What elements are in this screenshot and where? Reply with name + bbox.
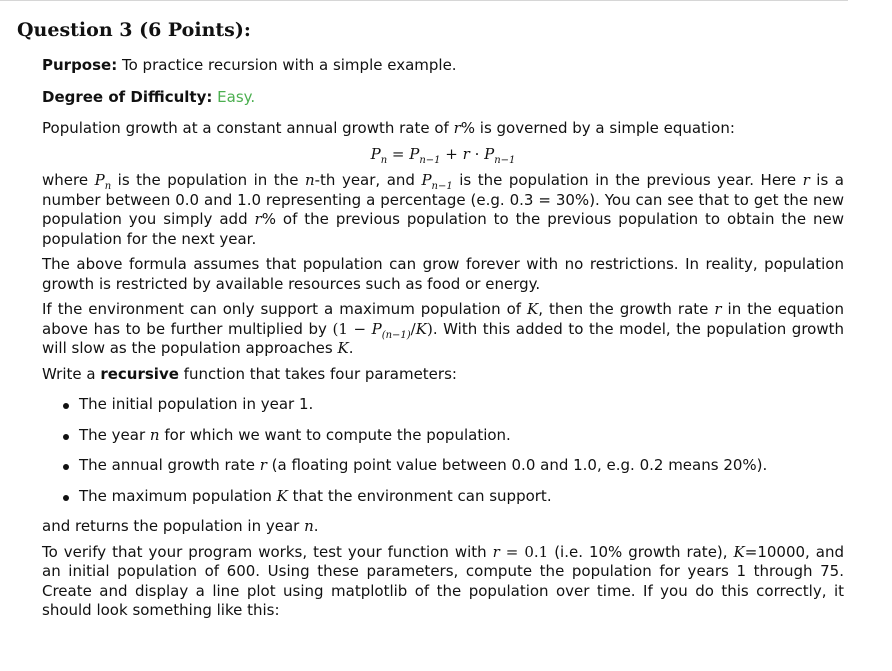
env-s4: . With this added to the model, the population growth will slow as the population approaches xyxy=(42,319,844,357)
intro-text-b: % is governed by a simple equation: xyxy=(460,119,735,137)
factor-open: (1 − xyxy=(332,319,372,338)
where-s6: % of the previous population to the previous population to obtain the new population for the next year. xyxy=(42,210,844,248)
math-p: P xyxy=(94,171,105,189)
question-title: Question 3 (6 Points): xyxy=(17,19,251,41)
intro-text-a: Population growth at a constant annual growth rate of xyxy=(42,119,454,137)
write-s2: function that takes four parameters: xyxy=(178,364,457,383)
factor-sub: (n−1) xyxy=(381,329,411,341)
above-paragraph: The above formula assumes that population can grow forever with no restrictions. In reality, population growth is restricted by available resources such as food or energy. xyxy=(42,255,844,293)
write-s1: Write a xyxy=(42,364,101,383)
where-s4: is the population in the previous year. Here xyxy=(452,171,803,189)
write-paragraph xyxy=(42,365,844,385)
environment-paragraph xyxy=(42,300,844,359)
math-r: r xyxy=(453,119,461,137)
list-item xyxy=(42,426,844,446)
returns-s1: and returns the population in year xyxy=(42,517,305,535)
difficulty-line xyxy=(42,88,844,108)
list-item xyxy=(42,395,844,415)
question-body xyxy=(42,56,844,621)
factor-slash: / xyxy=(410,319,416,338)
eq-term2-sub: n−1 xyxy=(494,154,516,166)
where-s3: -th year, and xyxy=(314,171,422,189)
where-s5: is a number between 0.0 and 1.0 representing a percentage (e.g. 0.3 = 30%). You can see that to get the new population you simply add xyxy=(42,171,845,228)
factor-close: ) xyxy=(426,319,433,338)
bullet2-s1: The year xyxy=(79,425,150,444)
math-r4: r xyxy=(714,300,722,318)
env-s1: If the environment can only support a maximum population of xyxy=(42,300,528,318)
math-r2: r xyxy=(802,171,810,189)
eq-dot: · xyxy=(469,144,485,163)
verify-s1: To verify that your program works, test your function with xyxy=(42,542,493,561)
eq-term2: P xyxy=(484,144,495,163)
difficulty-value: Easy. xyxy=(217,87,256,106)
bullet2-s2: for which we want to compute the population. xyxy=(159,425,511,444)
where-s2: is the population in the xyxy=(111,171,305,189)
eq-equals: = xyxy=(387,144,410,163)
math-k2: K xyxy=(337,339,349,357)
env-s5: . xyxy=(348,339,354,357)
bullet4-s1: The maximum population xyxy=(79,486,277,505)
bullet1-text: The initial population in year 1. xyxy=(79,395,314,413)
eq-term1-sub: n−1 xyxy=(419,154,441,166)
eq-term1: P xyxy=(409,144,420,163)
bullet3-s2: (a floating point value between 0.0 and 1.0, e.g. 0.2 means 20%). xyxy=(266,456,768,474)
bullet3-s1: The annual growth rate xyxy=(79,456,260,474)
math-p-sub: n xyxy=(104,181,112,192)
purpose-label: Purpose: xyxy=(42,56,118,74)
bullet4-s2: that the environment can support. xyxy=(287,486,552,505)
where-s1: where xyxy=(42,171,95,189)
eq-r: r xyxy=(462,144,470,163)
verify-s3: =10000, and an initial population of 600. Using these parameters, compute the population for years 1 through 75. Create and display a line plot using matplotlib of the population over time. If you do this correctly, it should look something like this: xyxy=(42,542,845,619)
bullet2-n: n xyxy=(149,425,160,444)
purpose-line xyxy=(42,56,844,76)
math-p2: P xyxy=(421,171,432,189)
factor-p: P xyxy=(371,319,382,338)
bullet4-k: K xyxy=(276,486,288,505)
math-p2-sub: n−1 xyxy=(431,181,453,192)
list-item xyxy=(42,487,844,507)
difficulty-label: Degree of Difficulty: xyxy=(42,87,213,106)
verify-k: K xyxy=(733,542,745,561)
verify-paragraph xyxy=(42,543,844,621)
env-s3: in the equation above has to be further multiplied by xyxy=(42,300,844,338)
eq-lhs-sub: n xyxy=(380,154,388,166)
math-r3: r xyxy=(254,210,262,228)
returns-s2: . xyxy=(313,517,319,535)
write-bold: recursive xyxy=(100,364,179,383)
returns-n: n xyxy=(304,517,314,535)
factor-k: K xyxy=(415,319,427,338)
where-paragraph xyxy=(42,171,844,249)
eq-lhs: P xyxy=(370,144,381,163)
bullet3-r: r xyxy=(259,456,267,474)
intro-line xyxy=(42,119,844,139)
env-s2: , then the growth rate xyxy=(538,300,715,318)
returns-paragraph xyxy=(42,517,844,537)
eq-plus: + xyxy=(440,144,463,163)
top-divider xyxy=(0,0,848,1)
population-equation xyxy=(42,145,844,165)
math-k: K xyxy=(527,300,539,318)
verify-eq: = 0.1 xyxy=(499,542,549,561)
math-n: n xyxy=(304,171,315,189)
list-item xyxy=(42,456,844,476)
verify-r: r xyxy=(492,542,500,561)
verify-s2: (i.e. 10% growth rate), xyxy=(548,542,734,561)
purpose-text: To practice recursion with a simple example. xyxy=(122,56,457,74)
parameter-list xyxy=(42,395,844,506)
